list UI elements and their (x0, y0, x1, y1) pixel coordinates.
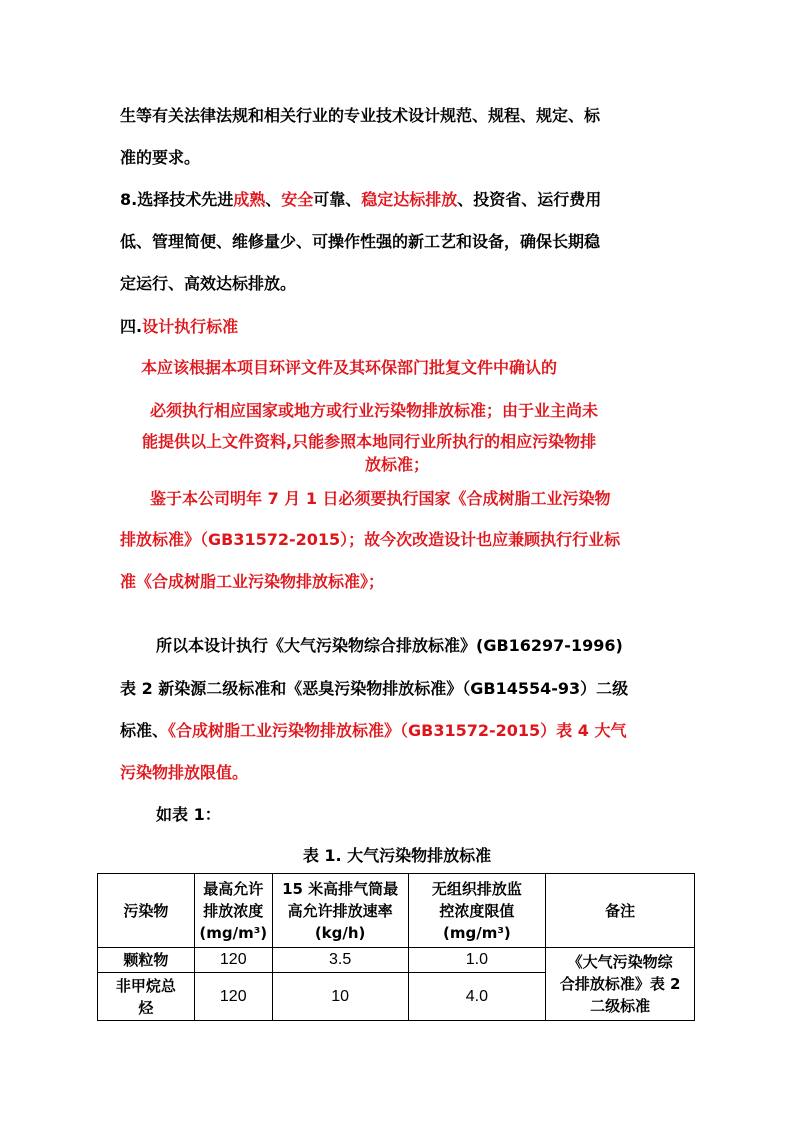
remark-text: 《大气污染物综 (567, 953, 673, 971)
paragraph-line: 如表 1： (156, 805, 221, 824)
paragraph-line: 准的要求。 (120, 148, 201, 167)
red-paragraph-line: 能提供以上文件资料,只能参照本地同行业所执行的相应污染物排 (142, 432, 597, 451)
paragraph-line-8 (120, 189, 601, 211)
remark-cell (546, 948, 695, 1021)
pollutant-cell (98, 973, 195, 1021)
remark-text: 合排放标准》表 2 (559, 975, 681, 993)
pollutant-text: 烃 (138, 998, 154, 1017)
paragraph-line (120, 720, 626, 742)
highlight-text: 安全 (281, 190, 314, 209)
red-paragraph-line: 污染物排放限值。 (120, 763, 249, 782)
text-run: 、投资省、运行费用 (457, 190, 602, 209)
paragraph-line: 低、管理简便、维修量少、可操作性强的新工艺和设备，确保长期稳 (120, 232, 601, 251)
red-paragraph-line: 放标准； (364, 455, 429, 474)
text-run: 、 (265, 190, 282, 209)
value-cell: 120 (194, 948, 272, 973)
header-text: (mg/m³) (199, 923, 268, 942)
paragraph-line: 生等有关法律法规和相关行业的专业技术设计规范、规程、规定、标 (120, 106, 601, 125)
remark-text: 二级标准 (590, 997, 651, 1015)
value-cell: 10 (272, 973, 408, 1021)
header-text: (mg/m³) (443, 923, 511, 942)
value-cell: 1.0 (408, 948, 546, 973)
header-text: 排放浓度 (203, 901, 264, 920)
red-paragraph-line: 鉴于本公司明年 7 月 1 日必须要执行国家《合成树脂工业污染物 (150, 489, 611, 508)
header-text: 高允许排放速率 (287, 901, 393, 920)
red-paragraph-line: 排放标准》（GB31572-2015）；故今次改造设计也应兼顾执行行业标 (120, 530, 621, 549)
text-run: 可靠、 (313, 190, 362, 209)
header-text: 15 米高排气筒最 (282, 879, 399, 898)
value-cell: 4.0 (408, 973, 546, 1021)
section-title: 设计执行标准 (142, 317, 239, 336)
value-cell: 3.5 (272, 948, 408, 973)
pollutant-cell: 颗粒物 (98, 948, 195, 973)
paragraph-line: 所以本设计执行《大气污染物综合排放标准》(GB16297-1996) (156, 636, 623, 655)
text-run: 8.选择技术先进 (120, 190, 234, 209)
header-cell (408, 874, 546, 948)
highlight-text: 成熟 (233, 190, 266, 209)
header-text: 控浓度限值 (439, 901, 515, 920)
section-heading (120, 316, 238, 338)
paragraph-line: 表 2 新染源二级标准和《恶臭污染物排放标准》（GB14554-93）二级 (120, 679, 629, 698)
pollutant-text: 非甲烷总 (115, 976, 176, 995)
header-cell (272, 874, 408, 948)
red-paragraph-line: 必须执行相应国家或地方或行业污染物排放标准；由于业主尚未 (150, 401, 599, 420)
table-row (98, 948, 695, 973)
value-cell: 120 (194, 973, 272, 1021)
header-text: 最高允许 (203, 879, 264, 898)
section-number: 四. (120, 317, 143, 336)
header-text: (kg/h) (314, 923, 366, 942)
text-run: 标准、 (120, 721, 169, 740)
red-paragraph-line: 本应该根据本项目环评文件及其环保部门批复文件中确认的 (141, 358, 558, 377)
paragraph-line: 定运行、高效达标排放。 (120, 274, 297, 293)
header-cell: 备注 (546, 874, 695, 948)
header-cell: 污染物 (98, 874, 195, 948)
emission-standards-table (97, 873, 695, 1021)
highlight-text: 稳定达标排放 (361, 190, 458, 209)
table-header-row (98, 874, 695, 948)
header-text: 无组织排放监 (431, 879, 522, 898)
red-paragraph-line: 准《合成树脂工业污染物排放标准》； (120, 572, 385, 591)
table-caption: 表 1. 大气污染物排放标准 (302, 846, 492, 865)
header-cell (194, 874, 272, 948)
highlight-text: 《合成树脂工业污染物排放标准》（GB31572-2015）表 4 大气 (168, 721, 627, 740)
